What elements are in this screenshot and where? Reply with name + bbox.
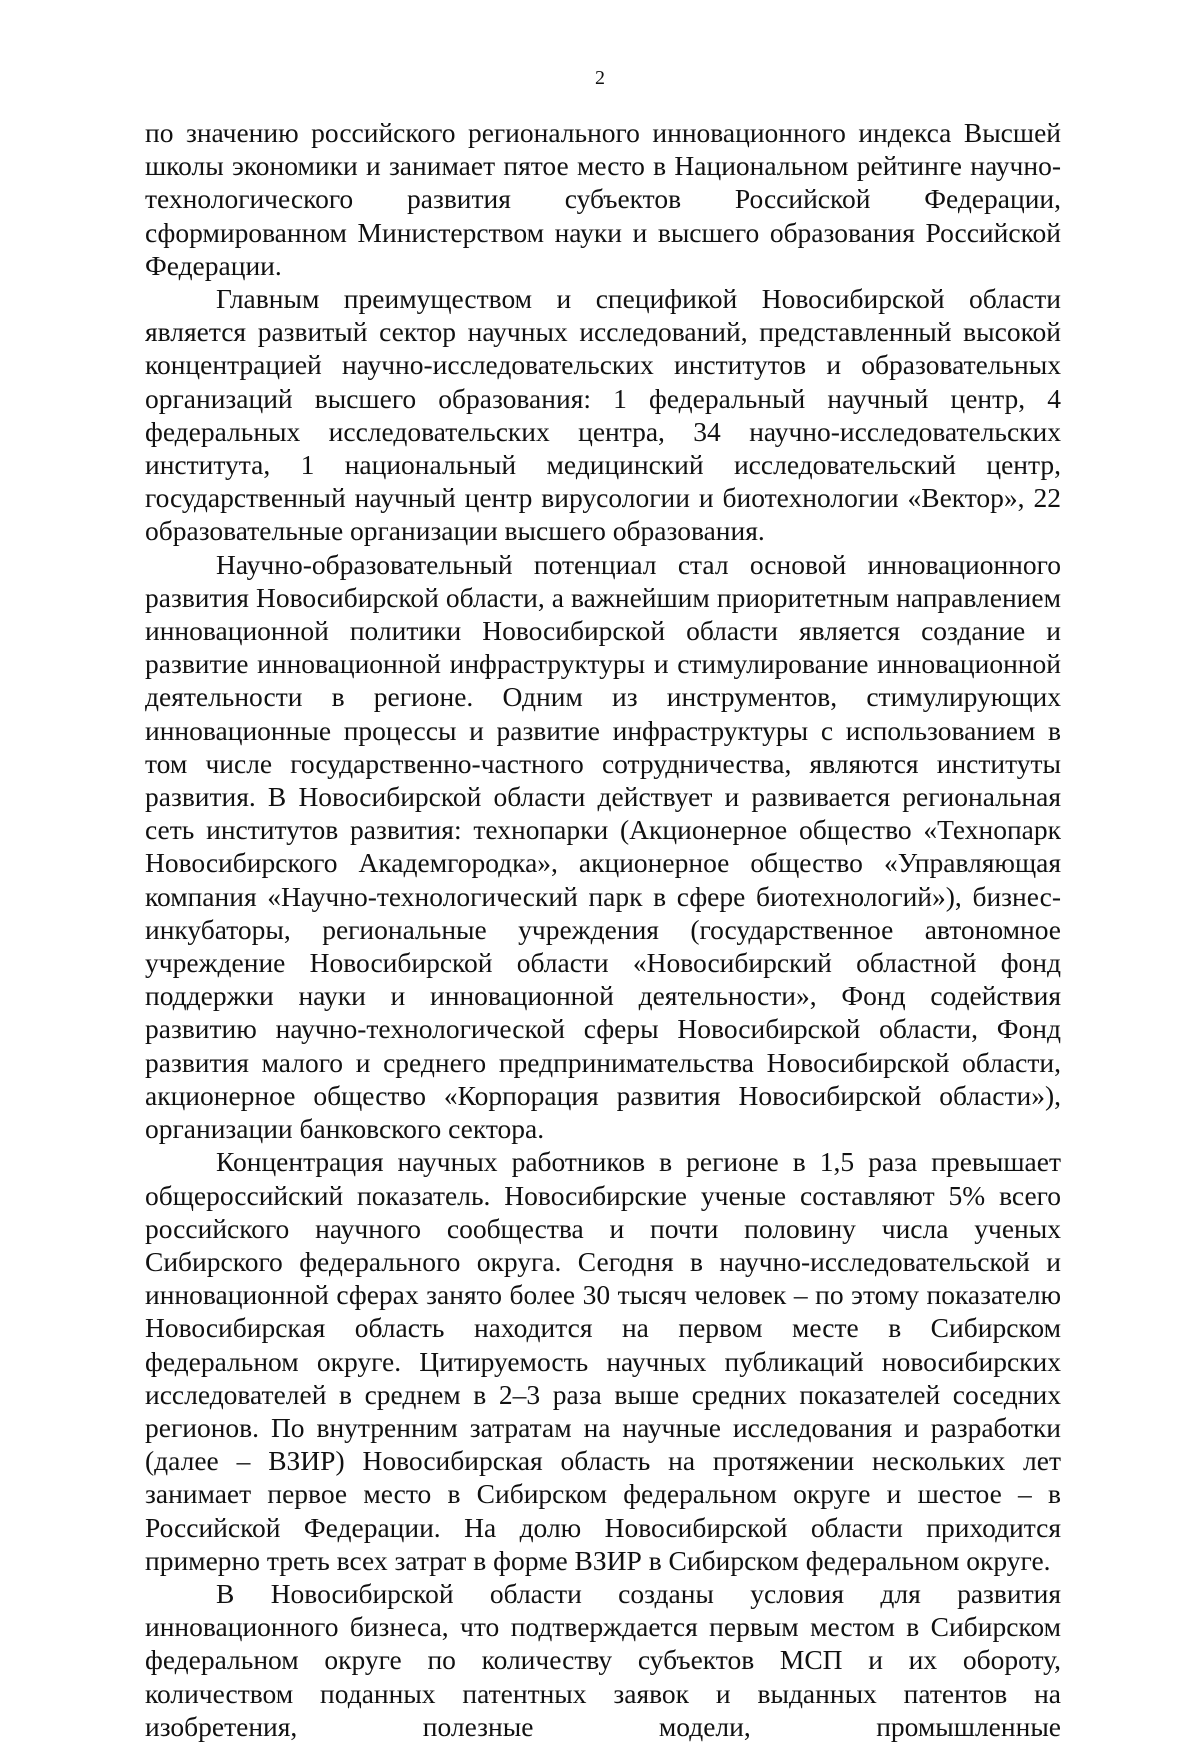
document-body	[145, 116, 1061, 1743]
paragraph-5: В Новосибирской области созданы условия для развития инновационного бизнеса, что подтверждается первым местом в Сибирском федеральном округе по количеству субъектов МСП и их обороту, количеством поданных патентных заявок и выданных патентов на изобретения, полезные модели, промышленные	[145, 1577, 1061, 1742]
paragraph-2: Главным преимуществом и спецификой Новосибирской области является развитый сектор научных исследований, представленный высокой концентрацией научно-исследовательских институтов и образовательных организаций высшего образования: 1 федеральный научный центр, 4 федеральных исследовательских центра, 34 научно-исследовательских института, 1 национальный медицинский исследовательский центр, государственный научный центр вирусологии и биотехнологии «Вектор», 22 образовательные организации высшего образования.	[145, 283, 1061, 547]
paragraph-4: Концентрация научных работников в регионе в 1,5 раза превышает общероссийский показатель. Новосибирские ученые составляют 5% всего российского научного сообщества и почти половину числа ученых Сибирского федерального округа. Сегодня в научно-исследовательской и инновационной сферах занято более 30 тысяч человек – по этому показателю Новосибирская область находится на первом месте в Сибирском федеральном округе. Цитируемость научных публикаций новосибирских исследователей в среднем в 2–3 раза выше средних показателей соседних регионов. По внутренним затратам на научные исследования и разработки (далее – ВЗИР) Новосибирская область на протяжении нескольких лет занимает первое место в Сибирском федеральном округе и шестое – в Российской Федерации. На долю Новосибирской области приходится примерно треть всех затрат в форме ВЗИР в Сибирском федеральном округе.	[145, 1146, 1061, 1576]
paragraph-3: Научно-образовательный потенциал стал основой инновационного развития Новосибирской области, а важнейшим приоритетным направлением инновационной политики Новосибирской области является создание и развитие инновационной инфраструктуры и стимулирование инновационной деятельности в регионе. Одним из инструментов, стимулирующих инновационные процессы и развитие инфраструктуры с использованием в том числе государственно-частного сотрудничества, являются институты развития. В Новосибирской области действует и развивается региональная сеть институтов развития: технопарки (Акционерное общество «Технопарк Новосибирского Академгородка», акционерное общество «Управляющая компания «Научно-технологический парк в сфере биотехнологий»), бизнес-инкубаторы, региональные учреждения (государственное автономное учреждение Новосибирской области «Новосибирский областной фонд поддержки науки и инновационной деятельности», Фонд содействия развитию научно-технологической сферы Новосибирской области, Фонд развития малого и среднего предпринимательства Новосибирской области, акционерное общество «Корпорация развития Новосибирской области»), организации банковского сектора.	[145, 548, 1061, 1145]
page-number: 2	[595, 67, 605, 89]
paragraph-1: по значению российского регионального инновационного индекса Высшей школы экономики и занимает пятое место в Национальном рейтинге научно-технологического развития субъектов Российской Федерации, сформированном Министерством науки и высшего образования Российской Федерации.	[145, 117, 1061, 281]
